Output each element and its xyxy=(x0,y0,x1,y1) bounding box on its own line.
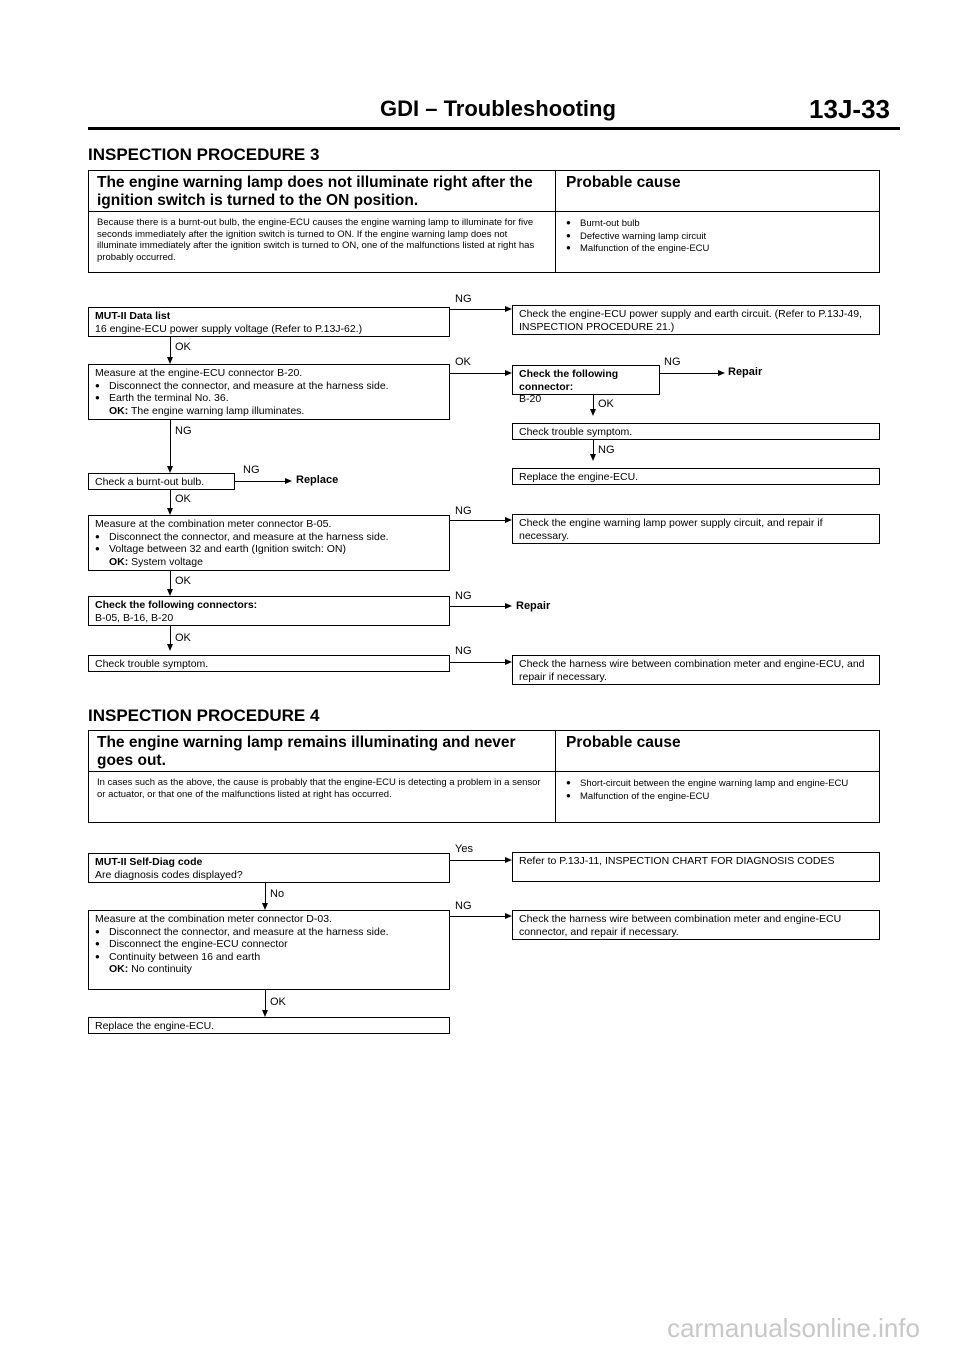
procedure-3-description: Because there is a burnt-out bulb, the engine-ECU causes the engine warning lamp to illuminate for five seconds immediately after the ignition switch is turned to ON. If the engine warning lamp does not illuminate immediately after the ignition switch is turned to ON, one of the malfunctions listed at right has probably occurred. xyxy=(97,217,535,263)
p3-result-harness-wire: Check the harness wire between combination meter and engine-ECU, and repair if necessary. xyxy=(512,655,880,685)
action-replace: Replace xyxy=(296,474,339,486)
page-number: 13J-33 xyxy=(809,94,890,124)
branch-label-ng: NG xyxy=(455,505,472,517)
watermark: carmanualsonline.info xyxy=(667,1313,920,1343)
p4-result-harness-wire: Check the harness wire between combination meter and engine-ECU connector, and repair if necessary. xyxy=(512,910,880,940)
arrow-down-icon xyxy=(590,454,596,461)
cause-item: ● Burnt-out bulb xyxy=(566,217,869,230)
procedure-4-cause-head: Probable cause xyxy=(566,734,681,751)
branch-label-ok: OK xyxy=(455,356,471,368)
p4-step-self-diag xyxy=(88,853,450,883)
procedure-3-title: INSPECTION PROCEDURE 3 xyxy=(88,145,320,164)
p3-result-power-supply: Check the engine-ECU power supply and earth circuit. (Refer to P.13J-49, INSPECTION PROCEDURE 21.) xyxy=(512,305,880,335)
step-text: Measure at the combination meter connector B-05. xyxy=(95,518,332,530)
arrow-right-icon xyxy=(505,517,512,523)
step-text: B-20 xyxy=(519,393,542,405)
arrow-down-icon xyxy=(262,903,268,910)
cause-item: ● Malfunction of the engine-ECU xyxy=(566,242,869,255)
arrow-right-icon xyxy=(505,370,512,376)
connector-line xyxy=(450,520,505,521)
branch-label-ok: OK xyxy=(175,632,191,644)
p3-step-measure-b20 xyxy=(88,364,450,420)
p3-check-burnt-out-bulb: Check a burnt-out bulb. xyxy=(88,473,235,490)
step-text: Measure at the engine-ECU connector B-20. xyxy=(95,367,303,379)
connector-line xyxy=(170,571,171,589)
connector-line xyxy=(235,481,285,482)
ok-criteria: The engine warning lamp illuminates. xyxy=(130,404,305,417)
branch-label-ng: NG xyxy=(175,425,192,437)
step-title: Check the following connectors: xyxy=(95,599,258,611)
arrow-right-icon xyxy=(505,913,512,919)
step-text: Measure at the combination meter connector D-03. xyxy=(95,913,332,925)
procedure-4-description: In cases such as the above, the cause is probably that the engine-ECU is detecting a problem in a sensor or actuator, or that one of the malfunctions listed at right has occurred. xyxy=(97,777,541,800)
branch-label-ok: OK xyxy=(270,996,286,1008)
branch-label-ng: NG xyxy=(455,645,472,657)
branch-label-ng: NG xyxy=(243,464,260,476)
p3-result-lamp-power-circuit: Check the engine warning lamp power supply circuit, and repair if necessary. xyxy=(512,514,880,544)
arrow-right-icon xyxy=(505,603,512,609)
procedure-3-symptom: The engine warning lamp does not illuminate right after the ignition switch is turned to the ON position. xyxy=(97,174,533,209)
ok-label: OK: xyxy=(109,555,129,568)
step-bullet: ● Continuity between 16 and earth xyxy=(95,951,443,964)
step-text: B-05, B-16, B-20 xyxy=(95,611,174,624)
arrow-down-icon xyxy=(262,1010,268,1017)
connector-line xyxy=(450,860,505,861)
connector-line xyxy=(170,337,171,357)
connector-line xyxy=(170,490,171,508)
connector-line xyxy=(170,626,171,644)
arrow-down-icon xyxy=(167,357,173,364)
connector-line xyxy=(265,990,266,1010)
arrow-down-icon xyxy=(590,409,596,416)
procedure-4-symptom-cell xyxy=(88,730,556,772)
ok-label: OK: xyxy=(109,963,129,975)
step-bullet: ● Disconnect the connector, and measure at the harness side. xyxy=(95,380,443,393)
procedure-3-cause-head-cell xyxy=(555,170,880,212)
step-title: MUT-II Data list xyxy=(95,310,171,322)
arrow-right-icon xyxy=(505,659,512,665)
arrow-down-icon xyxy=(167,589,173,596)
arrow-right-icon xyxy=(505,306,512,312)
procedure-3-description-cell xyxy=(88,211,556,273)
branch-label-ok: OK xyxy=(175,341,191,353)
connector-line xyxy=(170,420,171,466)
branch-label-ok: OK xyxy=(598,398,614,410)
branch-label-ng: NG xyxy=(455,590,472,602)
branch-label-ok: OK xyxy=(175,575,191,587)
connector-line xyxy=(660,373,718,374)
step-bullet: ● Disconnect the connector, and measure at the harness side. xyxy=(95,926,443,939)
branch-label-no: No xyxy=(270,888,285,900)
p4-step-measure-d03 xyxy=(88,910,450,990)
ok-criteria: System voltage xyxy=(131,555,203,568)
step-title: MUT-II Self-Diag code xyxy=(95,856,203,868)
connector-line xyxy=(450,373,505,374)
branch-label-ng: NG xyxy=(455,900,472,912)
connector-line xyxy=(450,309,505,310)
p3-step-mut-data-list xyxy=(88,307,450,337)
procedure-4-title: INSPECTION PROCEDURE 4 xyxy=(88,706,320,725)
connector-line xyxy=(450,606,505,607)
connector-line xyxy=(265,883,266,903)
connector-line xyxy=(593,395,594,409)
connector-line xyxy=(450,916,505,917)
step-bullet: ● Voltage between 32 and earth (Ignition switch: ON) xyxy=(95,543,443,556)
arrow-down-icon xyxy=(167,644,173,651)
branch-label-yes: Yes xyxy=(455,843,473,855)
p4-result-refer-chart: Refer to P.13J-11, INSPECTION CHART FOR DIAGNOSIS CODES xyxy=(512,852,880,882)
procedure-3-symptom-cell xyxy=(88,170,556,212)
arrow-right-icon xyxy=(718,370,725,376)
step-bullet: ● Disconnect the engine-ECU connector xyxy=(95,938,443,951)
p3-check-trouble-symptom: Check trouble symptom. xyxy=(88,655,450,672)
p3-step-measure-b05 xyxy=(88,515,450,571)
arrow-down-icon xyxy=(167,508,173,515)
page-header-title: GDI – Troubleshooting xyxy=(380,96,616,121)
step-bullet: ● Disconnect the connector, and measure at the harness side. xyxy=(95,531,443,544)
action-repair: Repair xyxy=(516,600,551,612)
action-repair: Repair xyxy=(728,366,763,378)
branch-label-ng: NG xyxy=(664,356,681,368)
step-text: Are diagnosis codes displayed? xyxy=(95,868,243,881)
procedure-4-cause-head-cell xyxy=(555,730,880,772)
branch-label-ng: NG xyxy=(598,444,615,456)
ok-criteria: No continuity xyxy=(131,963,192,975)
ok-label: OK: xyxy=(109,404,129,417)
cause-item: ● Malfunction of the engine-ECU xyxy=(566,790,869,803)
connector-line xyxy=(450,662,505,663)
procedure-3-cause-head: Probable cause xyxy=(566,174,681,191)
p3-replace-engine-ecu: Replace the engine-ECU. xyxy=(512,468,880,485)
cause-item: ● Short-circuit between the engine warning lamp and engine-ECU xyxy=(566,777,869,790)
branch-label-ok: OK xyxy=(175,493,191,505)
step-title: Check the following connector: xyxy=(519,368,619,393)
p3-check-connectors xyxy=(88,596,450,626)
connector-line xyxy=(593,440,594,454)
arrow-right-icon xyxy=(505,857,512,863)
header-rule xyxy=(88,127,900,130)
arrow-down-icon xyxy=(167,466,173,473)
procedure-4-description-cell xyxy=(88,771,556,823)
procedure-4-causes-cell xyxy=(555,771,880,823)
p4-replace-engine-ecu: Replace the engine-ECU. xyxy=(88,1017,450,1034)
procedure-4-symptom: The engine warning lamp remains illuminating and never goes out. xyxy=(97,734,516,769)
cause-item: ● Defective warning lamp circuit xyxy=(566,230,869,243)
p3-check-trouble-symptom-right: Check trouble symptom. xyxy=(512,423,880,440)
step-bullet: ● Earth the terminal No. 36. xyxy=(95,392,443,405)
arrow-right-icon xyxy=(285,478,292,484)
branch-label-ng: NG xyxy=(455,293,472,305)
procedure-3-causes-cell xyxy=(555,211,880,273)
step-text: 16 engine-ECU power supply voltage (Refer to P.13J-62.) xyxy=(95,322,363,335)
